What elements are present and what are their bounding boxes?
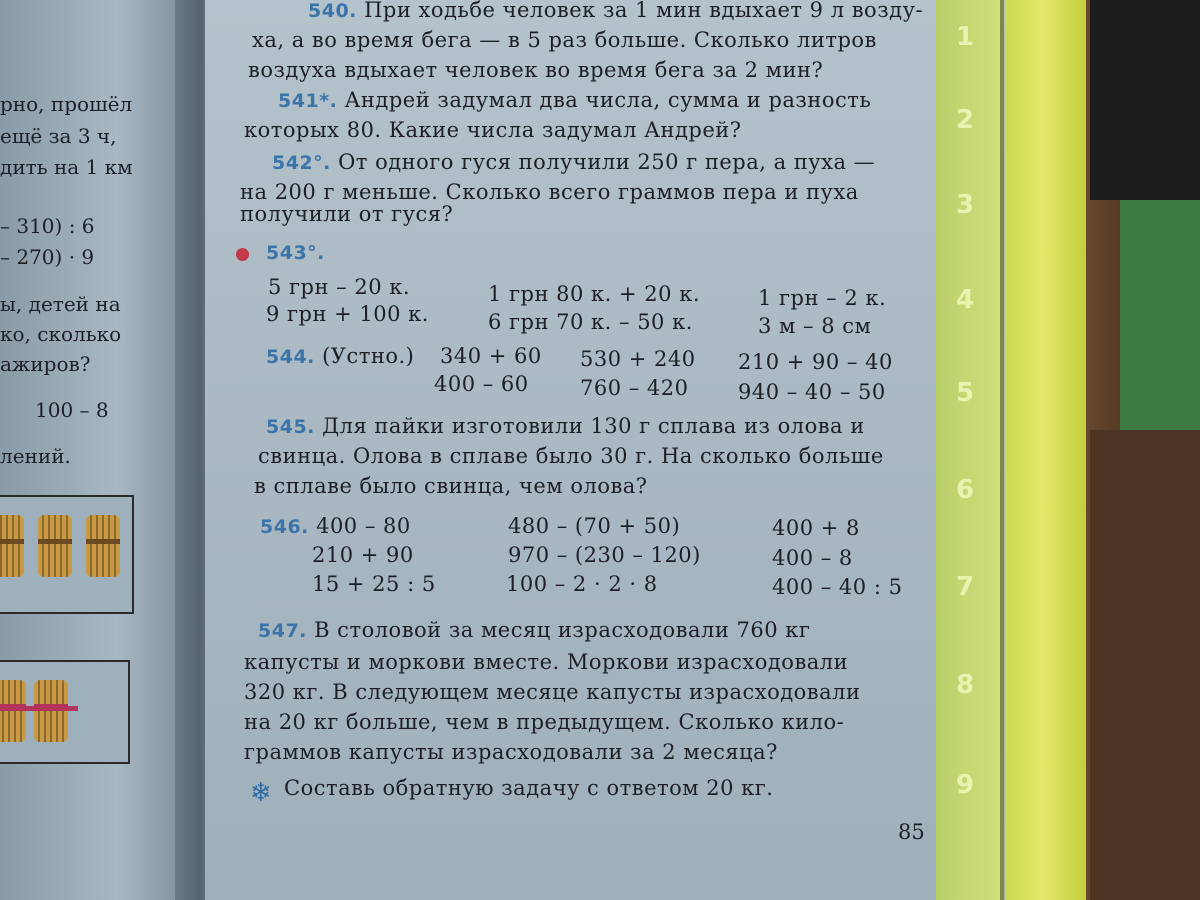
- expression: 940 – 40 – 50: [738, 380, 886, 404]
- problem-number: 542°.: [272, 152, 331, 174]
- left-line: дить на 1 км: [0, 155, 133, 179]
- problem-text: капусты и моркови вместе. Моркови израсходовали: [244, 650, 849, 674]
- problem-number: 545.: [266, 416, 315, 438]
- problem-text: От одного гуся получили 250 г пера, а пуха —: [338, 150, 876, 174]
- problem-label: (Устно.): [322, 344, 415, 368]
- problem-546: [260, 514, 411, 538]
- expression: 100 – 2 · 2 · 8: [506, 572, 658, 596]
- problem-545: [266, 414, 865, 438]
- expression: 3 м – 8 см: [758, 314, 872, 338]
- problem-number: 541*.: [278, 90, 338, 112]
- problem-text: на 20 кг больше, чем в предыдущем. Сколько кило-: [244, 710, 845, 734]
- expression: 1 грн 80 к. + 20 к.: [488, 282, 700, 306]
- sticks-illustration-2: [0, 660, 130, 764]
- expression: 15 + 25 : 5: [312, 572, 436, 596]
- book-cover: [1000, 0, 1086, 900]
- page-crease: [1000, 0, 1004, 900]
- left-line: 100 – 8: [35, 398, 109, 422]
- left-line: – 310) : 6: [0, 214, 95, 238]
- problem-542: [272, 150, 875, 174]
- stick-bundle: [86, 515, 120, 577]
- problem-text: ха, а во время бега — в 5 раз больше. Сколько литров: [252, 28, 877, 52]
- problem-text: воздуха вдыхает человек во время бега за 2 мин?: [248, 58, 824, 82]
- expression: 6 грн 70 к. – 50 к.: [488, 310, 693, 334]
- expression: 210 + 90 – 40: [738, 350, 893, 374]
- problem-number: 543°.: [266, 242, 325, 264]
- tab-number: 4: [955, 285, 975, 315]
- expression: 400 – 80: [316, 514, 411, 538]
- tab-number: 9: [955, 770, 975, 800]
- left-line: – 270) · 9: [0, 245, 95, 269]
- problem-text: в сплаве было свинца, чем олова?: [254, 474, 648, 498]
- expression: 970 – (230 – 120): [508, 543, 701, 567]
- tab-number: 2: [955, 105, 975, 135]
- problem-541: [278, 88, 871, 112]
- tab-number: 7: [955, 572, 975, 602]
- problem-number: 547.: [258, 620, 307, 642]
- problem-text: свинца. Олова в сплаве было 30 г. На сколько больше: [258, 444, 884, 468]
- left-line: рно, прошёл: [0, 92, 133, 116]
- problem-text: Андрей задумал два числа, сумма и разность: [344, 88, 872, 112]
- expression: 1 грн – 2 к.: [758, 286, 887, 310]
- background-green: [1120, 200, 1200, 430]
- page-edge-tab: [936, 0, 1000, 900]
- red-dot-icon: [236, 248, 249, 261]
- stick-bundle: [34, 680, 68, 742]
- left-line: ещё за 3 ч,: [0, 124, 117, 148]
- problem-543: [266, 240, 325, 264]
- tab-number: 1: [955, 22, 975, 52]
- problem-text: на 200 г меньше. Сколько всего граммов пера и пуха: [240, 180, 859, 204]
- ribbon: [0, 706, 78, 711]
- left-line: ко, сколько: [0, 322, 122, 346]
- problem-number: 540.: [308, 0, 357, 22]
- stick-bundle: [0, 680, 26, 742]
- left-line: ажиров?: [0, 352, 91, 376]
- expression: 480 – (70 + 50): [508, 514, 681, 538]
- left-line: лений.: [0, 444, 71, 468]
- snowflake-icon: ❄: [250, 778, 272, 808]
- problem-text: получили от гуся?: [240, 202, 454, 226]
- problem-text: В столовой за месяц израсходовали 760 кг: [314, 618, 811, 642]
- problem-text: которых 80. Какие числа задумал Андрей?: [244, 118, 742, 142]
- tab-number: 5: [955, 378, 975, 408]
- problem-number: 544.: [266, 346, 315, 368]
- background-dark: [1090, 0, 1200, 200]
- tab-number: 8: [955, 670, 975, 700]
- expression: 210 + 90: [312, 543, 414, 567]
- problem-text: При ходьбе человек за 1 мин вдыхает 9 л возду-: [364, 0, 924, 22]
- extra-task: Составь обратную задачу с ответом 20 кг.: [284, 776, 774, 800]
- left-page: [0, 0, 195, 900]
- expression: 400 – 60: [434, 372, 529, 396]
- problem-text: 320 кг. В следующем месяце капусты израсходовали: [244, 680, 861, 704]
- tab-number: 3: [955, 190, 975, 220]
- sticks-illustration-1: [0, 495, 134, 614]
- page-number: 85: [898, 820, 925, 844]
- background-table: [1090, 430, 1200, 900]
- problem-544: [266, 344, 414, 368]
- expression: 5 грн – 20 к.: [268, 275, 411, 299]
- left-line: ы, детей на: [0, 292, 121, 316]
- problem-540: [308, 0, 923, 22]
- expression: 530 + 240: [580, 347, 696, 371]
- expression: 400 – 8: [772, 546, 853, 570]
- problem-number: 546.: [260, 516, 309, 538]
- expression: 400 – 40 : 5: [772, 575, 903, 599]
- expression: 9 грн + 100 к.: [266, 302, 429, 326]
- expression: 340 + 60: [440, 344, 542, 368]
- stick-bundle: [0, 515, 24, 577]
- tab-number: 6: [955, 475, 975, 505]
- stick-bundle: [38, 515, 72, 577]
- problem-text: граммов капусты израсходовали за 2 месяца?: [244, 740, 778, 764]
- problem-text: Для пайки изготовили 130 г сплава из олова и: [322, 414, 865, 438]
- problem-547: [258, 618, 810, 642]
- expression: 400 + 8: [772, 516, 860, 540]
- expression: 760 – 420: [580, 376, 689, 400]
